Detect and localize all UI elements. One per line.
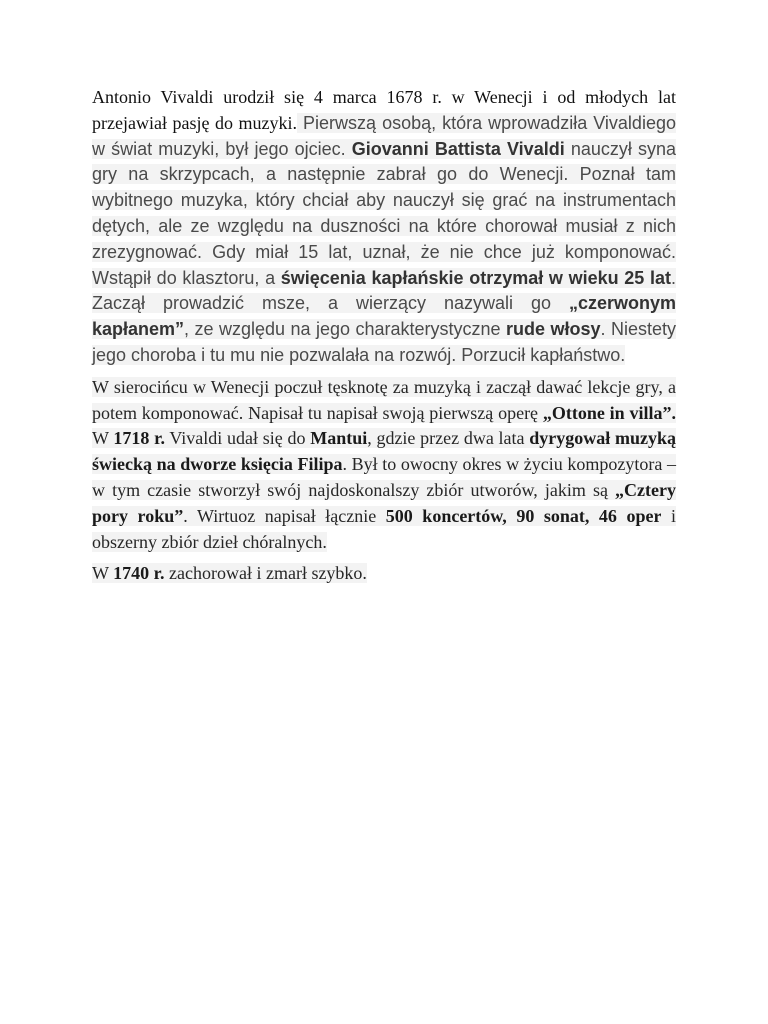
bold-phrase: 500 koncertów, 90 sonat, 46 oper	[385, 505, 662, 526]
bold-phrase: 1740 r.	[113, 563, 165, 584]
bold-phrase: Mantui	[310, 428, 368, 449]
paragraph-1-text: . Niestety jego choroba i tu mu nie pozwalała na rozwój. Porzucił kapłaństwo.	[92, 319, 677, 365]
paragraph-1-text: , ze względu na jego charakterystyczne	[184, 319, 507, 340]
bold-phrase: „czerwonym kapłanem”	[92, 293, 676, 340]
paragraph-2-text: W	[92, 428, 114, 449]
bold-phrase: 1718 r.	[113, 428, 165, 449]
bold-phrase: święcenia kapłańskie otrzymał w wieku 25 lat	[280, 267, 671, 288]
paragraph-1-text: nauczył syna gry na skrzypcach, a następnie zabrał go do Wenecji. Poznał tam wybitnego muzyka, który chciał aby nauczył się grać na instrumentach dętych, ale ze względu na duszności na które chorował musiał z nich zrezygnować. Gdy miał 15 lat, uznał, że nie chce już komponować. Wstąpił do klasztoru, a	[92, 138, 676, 288]
bold-phrase: Giovanni Battista Vivaldi	[351, 138, 565, 159]
paragraph-1-text: Antonio Vivaldi urodził się 4 marca 1678 r. w Wenecji i od młodych lat przejawiał pasję do muzyki.	[92, 87, 676, 133]
paragraph-2-text: . Wirtuoz napisał łącznie	[183, 505, 386, 526]
paragraph-3-text: zachorował i zmarł szybko.	[164, 563, 367, 584]
paragraph-2-text: W sierocińcu w Wenecji poczuł tęsknotę za muzyką i zaczął dawać lekcje gry, a potem komponować. Napisał tu napisał swoją pierwszą operę	[92, 376, 676, 423]
paragraph-2	[92, 375, 676, 556]
bold-phrase: na dworze księcia Filipa	[152, 454, 343, 475]
paragraph-3	[92, 561, 676, 587]
paragraph-1	[92, 85, 676, 369]
bold-phrase: rude włosy	[506, 319, 601, 340]
paragraph-2-text: Vivaldi udał się do	[164, 428, 311, 449]
bold-phrase: „Ottone in villa”.	[542, 402, 677, 423]
paragraph-2-text: , gdzie przez dwa lata	[367, 428, 530, 449]
paragraph-2-text: . Był to owocny okres w życiu kompozytora – w tym czasie stworzył swój najdoskonalszy zbiór utworów, jakim są	[92, 454, 676, 500]
paragraph-1-text: . Zaczął prowadzić msze, a wierzący nazywali go	[92, 267, 676, 314]
bold-phrase: „Cztery pory roku”	[92, 479, 676, 526]
paragraph-2-text: i obszerny zbiór dzieł chóralnych.	[92, 505, 676, 552]
paragraph-1-text: Pierwszą osobą, która wprowadziła Vivaldiego w świat muzyki, był jego ojciec.	[92, 112, 676, 159]
paragraph-3-text: W	[92, 563, 114, 584]
bold-phrase: dyrygował muzyką świecką	[92, 428, 676, 475]
